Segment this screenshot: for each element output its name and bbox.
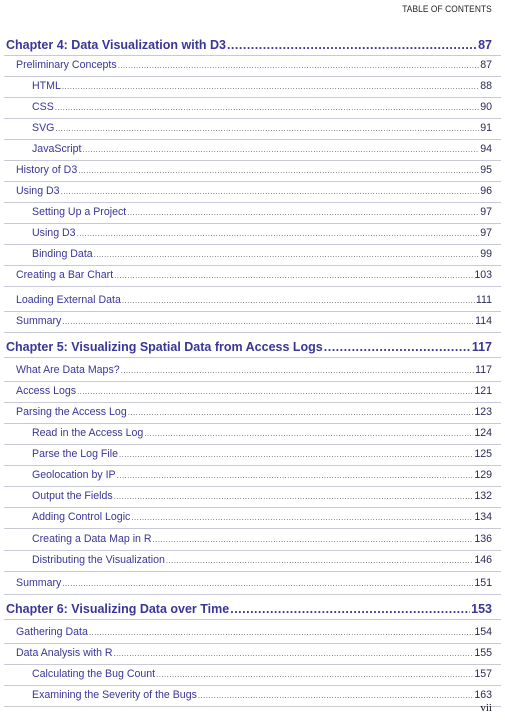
toc-entry-title: Using D3 (16, 185, 60, 197)
row-divider (4, 486, 501, 487)
toc-entry-page: 96 (480, 185, 492, 197)
row-divider (4, 381, 501, 382)
dot-leader (117, 471, 474, 480)
dot-leader (55, 103, 479, 112)
row-divider (4, 594, 501, 595)
toc-subsection-entry[interactable] (0, 427, 505, 443)
toc-entry-page: 154 (474, 626, 492, 638)
toc-entry-page: 153 (471, 602, 492, 616)
toc-entry-page: 91 (480, 122, 492, 134)
toc-chapter-entry[interactable] (0, 38, 505, 54)
dot-leader (198, 691, 473, 700)
dot-leader (128, 408, 474, 417)
toc-section-entry[interactable] (0, 647, 505, 663)
row-divider (4, 223, 501, 224)
toc-section-entry[interactable] (0, 406, 505, 422)
dot-leader (55, 124, 479, 133)
dot-leader (78, 166, 479, 175)
toc-entry-title: Summary (16, 315, 62, 327)
toc-subsection-entry[interactable] (0, 101, 505, 117)
toc-subsection-entry[interactable] (0, 248, 505, 264)
toc-subsection-entry[interactable] (0, 490, 505, 506)
toc-entry-page: 146 (474, 554, 492, 566)
toc-entry-title: Setting Up a Project (32, 206, 127, 218)
row-divider (4, 118, 501, 119)
toc-entry-title: Geolocation by IP (32, 469, 116, 481)
dot-leader (153, 535, 474, 544)
dot-leader (62, 82, 479, 91)
dot-leader (119, 450, 473, 459)
dot-leader (114, 271, 473, 280)
dot-leader (82, 145, 479, 154)
row-divider (4, 550, 501, 551)
toc-entry-page: 132 (474, 490, 492, 502)
toc-section-entry[interactable] (0, 294, 505, 310)
toc-entry-title: Binding Data (32, 248, 93, 260)
toc-section-entry[interactable] (0, 364, 505, 380)
toc-section-entry[interactable] (0, 164, 505, 180)
toc-entry-title: Distributing the Visualization (32, 554, 165, 566)
row-divider (4, 332, 501, 333)
row-divider (4, 311, 501, 312)
dot-leader (114, 649, 474, 658)
toc-entry-page: 129 (474, 469, 492, 481)
toc-subsection-entry[interactable] (0, 533, 505, 549)
toc-entry-page: 117 (471, 340, 492, 354)
page-number: vii (480, 702, 492, 714)
toc-subsection-entry[interactable] (0, 554, 505, 570)
row-divider (4, 643, 501, 644)
toc-entry-page: 111 (475, 294, 492, 306)
toc-entry-page: 99 (480, 248, 492, 260)
toc-entry-title: Preliminary Concepts (16, 59, 117, 71)
dot-leader (144, 429, 473, 438)
toc-entry-page: 114 (475, 315, 492, 327)
dot-leader (131, 513, 473, 522)
toc-chapter-entry[interactable] (0, 602, 505, 618)
toc-subsection-entry[interactable] (0, 227, 505, 243)
toc-entry-title: Loading External Data (16, 294, 121, 306)
toc-section-entry[interactable] (0, 626, 505, 642)
toc-subsection-entry[interactable] (0, 668, 505, 684)
row-divider (4, 664, 501, 665)
toc-entry-page: 134 (474, 511, 492, 523)
dot-leader (227, 38, 477, 52)
row-divider (4, 528, 501, 529)
row-divider (4, 706, 501, 707)
dot-leader (62, 579, 473, 588)
row-divider (4, 571, 501, 572)
toc-entry-page: 94 (480, 143, 492, 155)
toc-entry-title: SVG (32, 122, 55, 134)
dot-leader (77, 387, 473, 396)
toc-entry-page: 97 (480, 227, 492, 239)
toc-entry-title: Output the Fields (32, 490, 113, 502)
toc-entry-title: Summary (16, 577, 62, 589)
dot-leader (230, 602, 470, 616)
row-divider (4, 423, 501, 424)
toc-entry-title: Using D3 (32, 227, 76, 239)
dot-leader (62, 317, 474, 326)
toc-entry-title: Gathering Data (16, 626, 88, 638)
toc-section-entry[interactable] (0, 385, 505, 401)
toc-entry-title: Read in the Access Log (32, 427, 144, 439)
toc-entry-title: Chapter 4: Data Visualization with D3 (6, 38, 226, 52)
row-divider (4, 286, 501, 287)
toc-entry-title: History of D3 (16, 164, 78, 176)
toc-entry-title: Creating a Data Map in R (32, 533, 152, 545)
toc-subsection-entry[interactable] (0, 80, 505, 96)
toc-subsection-entry[interactable] (0, 206, 505, 222)
row-divider (4, 139, 501, 140)
toc-section-entry[interactable] (0, 185, 505, 201)
row-divider (4, 244, 501, 245)
toc-entry-title: Chapter 6: Visualizing Data over Time (6, 602, 230, 616)
toc-entry-page: 117 (475, 364, 492, 376)
row-divider (4, 619, 501, 620)
row-divider (4, 507, 501, 508)
row-divider (4, 465, 501, 466)
dot-leader (121, 366, 474, 375)
toc-entry-page: 88 (480, 80, 492, 92)
toc-section-entry[interactable] (0, 269, 505, 285)
row-divider (4, 97, 501, 98)
toc-entry-page: 125 (474, 448, 492, 460)
row-divider (4, 265, 501, 266)
toc-entry-page: 121 (474, 385, 492, 397)
dot-leader (114, 492, 474, 501)
row-divider (4, 685, 501, 686)
row-divider (4, 202, 501, 203)
toc-entry-page: 87 (480, 59, 492, 71)
toc-subsection-entry[interactable] (0, 511, 505, 527)
toc-entry-page: 97 (480, 206, 492, 218)
row-divider (4, 357, 501, 358)
row-divider (4, 160, 501, 161)
toc-entry-page: 87 (478, 38, 492, 52)
toc-entry-page: 124 (474, 427, 492, 439)
dot-leader (166, 556, 473, 565)
toc-entry-page: 163 (474, 689, 492, 701)
dot-leader (61, 187, 480, 196)
dot-leader (77, 229, 480, 238)
row-divider (4, 55, 501, 56)
dot-leader (94, 250, 480, 259)
dot-leader (156, 670, 473, 679)
toc-entry-page: 157 (474, 668, 492, 680)
row-divider (4, 444, 501, 445)
row-divider (4, 76, 501, 77)
toc-subsection-entry[interactable] (0, 122, 505, 138)
toc-entry-title: Creating a Bar Chart (16, 269, 114, 281)
dot-leader (89, 628, 473, 637)
toc-section-entry[interactable] (0, 577, 505, 593)
toc-entry-title: Calculating the Bug Count (32, 668, 156, 680)
toc-entry-title: HTML (32, 80, 61, 92)
toc-subsection-entry[interactable] (0, 448, 505, 464)
toc-entry-title: What Are Data Maps? (16, 364, 120, 376)
toc-entry-title: Chapter 5: Visualizing Spatial Data from Access Logs (6, 340, 323, 354)
running-head: TABLE OF CONTENTS (402, 4, 492, 15)
toc-entry-page: 95 (480, 164, 492, 176)
toc-entry-page: 136 (474, 533, 492, 545)
toc-entry-title: Parsing the Access Log (16, 406, 127, 418)
toc-section-entry[interactable] (0, 59, 505, 75)
dot-leader (118, 61, 480, 70)
toc-entry-title: Parse the Log File (32, 448, 118, 460)
toc-section-entry[interactable] (0, 315, 505, 331)
toc-entry-page: 155 (474, 647, 492, 659)
toc-entry-title: Adding Control Logic (32, 511, 131, 523)
toc-chapter-entry[interactable] (0, 340, 505, 356)
toc-entry-page: 90 (480, 101, 492, 113)
dot-leader (127, 208, 479, 217)
toc-entry-page: 123 (474, 406, 492, 418)
toc-entry-title: Access Logs (16, 385, 77, 397)
toc-entry-title: CSS (32, 101, 54, 113)
toc-entry-title: Examining the Severity of the Bugs (32, 689, 197, 701)
toc-entry-page: 103 (474, 269, 492, 281)
toc-entry-title: Data Analysis with R (16, 647, 113, 659)
dot-leader (122, 296, 475, 305)
toc-entry-title: JavaScript (32, 143, 82, 155)
toc-subsection-entry[interactable] (0, 469, 505, 485)
row-divider (4, 181, 501, 182)
dot-leader (324, 340, 471, 354)
toc-subsection-entry[interactable] (0, 689, 505, 705)
toc-subsection-entry[interactable] (0, 143, 505, 159)
row-divider (4, 402, 501, 403)
toc-entry-page: 151 (474, 577, 492, 589)
